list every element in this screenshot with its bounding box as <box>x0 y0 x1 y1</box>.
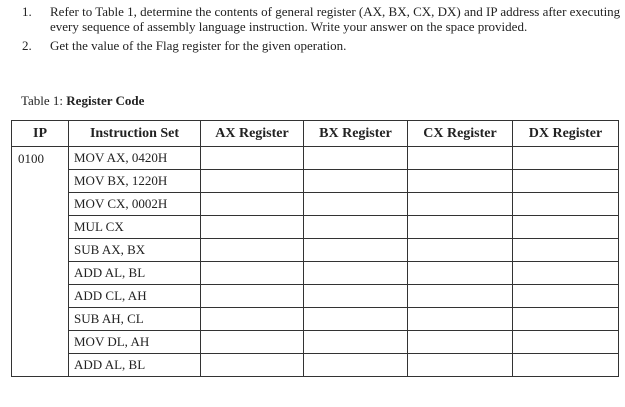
question-number: 1. <box>22 4 32 19</box>
dx-register-cell[interactable] <box>513 285 619 308</box>
cx-register-cell[interactable] <box>408 239 513 262</box>
table-row <box>12 308 619 331</box>
ax-register-cell[interactable] <box>201 331 304 354</box>
instruction-cell: ADD AL, BL <box>69 354 201 377</box>
dx-register-cell[interactable] <box>513 354 619 377</box>
ax-register-cell[interactable] <box>201 216 304 239</box>
ax-register-cell[interactable] <box>201 239 304 262</box>
instruction-cell: MOV CX, 0002H <box>69 193 201 216</box>
dx-register-cell[interactable] <box>513 262 619 285</box>
bx-register-cell[interactable] <box>304 147 408 170</box>
instruction-cell: MUL CX <box>69 216 201 239</box>
cx-register-cell[interactable] <box>408 331 513 354</box>
caption-prefix: Table 1: <box>21 93 67 108</box>
header-ax-register: AX Register <box>201 121 304 147</box>
cx-register-cell[interactable] <box>408 147 513 170</box>
instructions <box>0 4 625 53</box>
bx-register-cell[interactable] <box>304 216 408 239</box>
table-row <box>12 147 619 170</box>
ax-register-cell[interactable] <box>201 170 304 193</box>
cx-register-cell[interactable] <box>408 285 513 308</box>
header-bx-register: BX Register <box>304 121 408 147</box>
dx-register-cell[interactable] <box>513 170 619 193</box>
instruction-cell: MOV AX, 0420H <box>69 147 201 170</box>
header-ip: IP <box>12 121 69 147</box>
cx-register-cell[interactable] <box>408 308 513 331</box>
table-row <box>12 285 619 308</box>
instruction-cell: SUB AH, CL <box>69 308 201 331</box>
bx-register-cell[interactable] <box>304 170 408 193</box>
header-dx-register: DX Register <box>513 121 619 147</box>
instruction-cell: ADD AL, BL <box>69 262 201 285</box>
table-row <box>12 354 619 377</box>
dx-register-cell[interactable] <box>513 147 619 170</box>
table-row <box>12 331 619 354</box>
question-2 <box>0 38 625 53</box>
bx-register-cell[interactable] <box>304 331 408 354</box>
instruction-cell: ADD CL, AH <box>69 285 201 308</box>
cx-register-cell[interactable] <box>408 170 513 193</box>
bx-register-cell[interactable] <box>304 262 408 285</box>
bx-register-cell[interactable] <box>304 193 408 216</box>
ax-register-cell[interactable] <box>201 262 304 285</box>
instruction-cell: SUB AX, BX <box>69 239 201 262</box>
bx-register-cell[interactable] <box>304 308 408 331</box>
ip-cell: 0100 <box>12 147 69 377</box>
ax-register-cell[interactable] <box>201 285 304 308</box>
cx-register-cell[interactable] <box>408 262 513 285</box>
cx-register-cell[interactable] <box>408 216 513 239</box>
header-cx-register: CX Register <box>408 121 513 147</box>
table-row <box>12 239 619 262</box>
question-text: Get the value of the Flag register for the given operation. <box>50 38 347 53</box>
table-row <box>12 170 619 193</box>
caption-title: Register Code <box>66 93 145 108</box>
question-text: Refer to Table 1, determine the contents of general register (AX, BX, CX, DX) and IP address after executing every sequence of assembly language instruction. Write your answer on the space provided. <box>50 4 621 34</box>
cx-register-cell[interactable] <box>408 354 513 377</box>
bx-register-cell[interactable] <box>304 239 408 262</box>
table-caption <box>21 93 144 109</box>
question-1 <box>0 4 625 34</box>
cx-register-cell[interactable] <box>408 193 513 216</box>
dx-register-cell[interactable] <box>513 308 619 331</box>
table-row <box>12 216 619 239</box>
dx-register-cell[interactable] <box>513 193 619 216</box>
instruction-cell: MOV DL, AH <box>69 331 201 354</box>
instruction-cell: MOV BX, 1220H <box>69 170 201 193</box>
bx-register-cell[interactable] <box>304 285 408 308</box>
ax-register-cell[interactable] <box>201 354 304 377</box>
ax-register-cell[interactable] <box>201 193 304 216</box>
dx-register-cell[interactable] <box>513 216 619 239</box>
table-row <box>12 193 619 216</box>
question-number: 2. <box>22 38 32 53</box>
dx-register-cell[interactable] <box>513 239 619 262</box>
register-table <box>11 120 619 377</box>
bx-register-cell[interactable] <box>304 354 408 377</box>
dx-register-cell[interactable] <box>513 331 619 354</box>
ax-register-cell[interactable] <box>201 147 304 170</box>
header-instruction-set: Instruction Set <box>69 121 201 147</box>
ax-register-cell[interactable] <box>201 308 304 331</box>
table-header-row <box>12 121 619 147</box>
table-row <box>12 262 619 285</box>
